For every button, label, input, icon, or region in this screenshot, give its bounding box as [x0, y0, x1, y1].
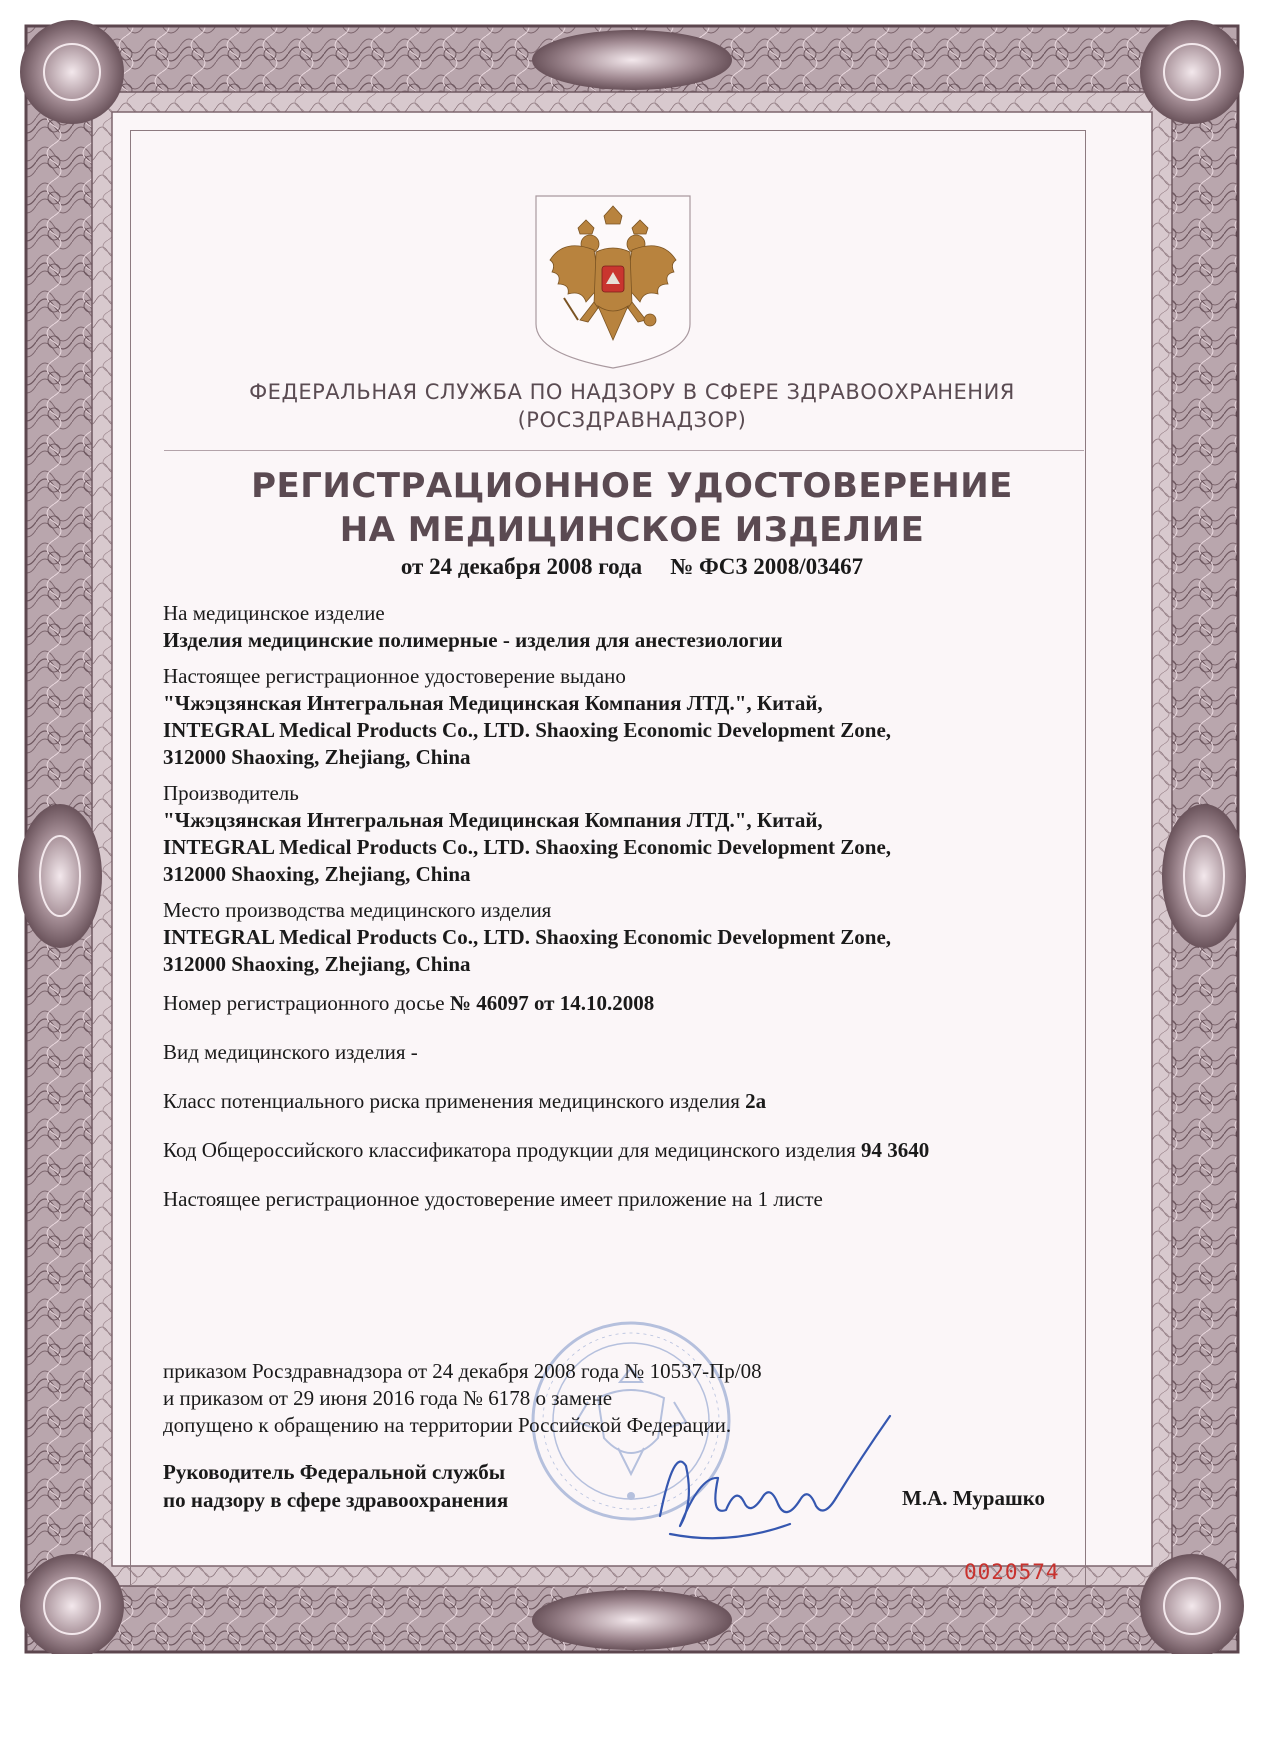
- manufacturer-line: "Чжэцзянская Интегральная Медицинская Компания ЛТД.", Китай,: [163, 808, 823, 832]
- dossier-label: Номер регистрационного досье: [163, 991, 445, 1015]
- issued-to-block: [163, 663, 1083, 771]
- certificate-number: № ФСЗ 2008/03467: [670, 554, 864, 579]
- issued-to-line: 312000 Shaoxing, Zhejiang, China: [163, 745, 471, 769]
- certificate-date-number: [0, 554, 1264, 580]
- device-value: Изделия медицинские полимерные - изделия для анестезиологии: [163, 628, 783, 652]
- certificate-date: от 24 декабря 2008 года: [400, 554, 643, 579]
- okp-code-value: 94 3640: [861, 1138, 930, 1162]
- manufacturer-block: [163, 780, 1083, 888]
- header-divider: [164, 450, 1084, 451]
- certificate-title-line2: НА МЕДИЦИНСКОЕ ИЗДЕЛИЕ: [339, 510, 925, 550]
- order-line: допущено к обращению на территории Российской Федерации.: [163, 1413, 732, 1437]
- production-site-label: Место производства медицинского изделия: [163, 898, 552, 922]
- certificate-body: [163, 600, 1083, 1235]
- order-line: приказом Росздравнадзора от 24 декабря 2008 года № 10537-Пр/08: [163, 1359, 762, 1383]
- issued-to-line: INTEGRAL Medical Products Co., LTD. Shaoxing Economic Development Zone,: [163, 718, 892, 742]
- agency-name: ФЕДЕРАЛЬНАЯ СЛУЖБА ПО НАДЗОРУ В СФЕРЕ ЗДРАВООХРАНЕНИЯ: [249, 380, 1015, 404]
- risk-class-value: 2а: [745, 1089, 767, 1113]
- order-line: и приказом от 29 июня 2016 года № 6178 о замене: [163, 1386, 613, 1410]
- handwritten-signature: [640, 1406, 900, 1556]
- serial-number: 0020574: [964, 1560, 1060, 1584]
- risk-class-line: [163, 1088, 1083, 1115]
- double-headed-eagle-icon: [534, 194, 692, 370]
- device-label: На медицинское изделие: [163, 601, 385, 625]
- production-site-line: 312000 Shaoxing, Zhejiang, China: [163, 952, 471, 976]
- production-site-block: [163, 897, 1083, 978]
- dossier-line: [163, 990, 1083, 1017]
- okp-code-line: [163, 1137, 1083, 1164]
- risk-class-label: Класс потенциального риска применения медицинского изделия: [163, 1089, 740, 1113]
- signatory-name: М.А. Мурашко: [902, 1486, 1046, 1510]
- manufacturer-label: Производитель: [163, 781, 299, 805]
- device-block: [163, 600, 1083, 654]
- device-type-line: Вид медицинского изделия -: [163, 1040, 418, 1064]
- signatory-position-line: по надзору в сфере здравоохранения: [163, 1488, 509, 1512]
- issued-to-label: Настоящее регистрационное удостоверение выдано: [163, 664, 626, 688]
- agency-abbreviation: (РОСЗДРАВНАДЗОР): [517, 408, 747, 432]
- signatory-position: [163, 1458, 623, 1514]
- appendix-line: Настоящее регистрационное удостоверение имеет приложение на 1 листе: [163, 1187, 823, 1211]
- issued-to-line: "Чжэцзянская Интегральная Медицинская Компания ЛТД.", Китай,: [163, 691, 823, 715]
- okp-code-label: Код Общероссийского классификатора продукции для медицинского изделия: [163, 1138, 856, 1162]
- dossier-value: № 46097 от 14.10.2008: [449, 991, 655, 1015]
- signatory-position-line: Руководитель Федеральной службы: [163, 1460, 506, 1484]
- certificate-title-line1: РЕГИСТРАЦИОННОЕ УДОСТОВЕРЕНИЕ: [251, 466, 1013, 506]
- manufacturer-line: 312000 Shaoxing, Zhejiang, China: [163, 862, 471, 886]
- production-site-line: INTEGRAL Medical Products Co., LTD. Shaoxing Economic Development Zone,: [163, 925, 892, 949]
- manufacturer-line: INTEGRAL Medical Products Co., LTD. Shaoxing Economic Development Zone,: [163, 835, 892, 859]
